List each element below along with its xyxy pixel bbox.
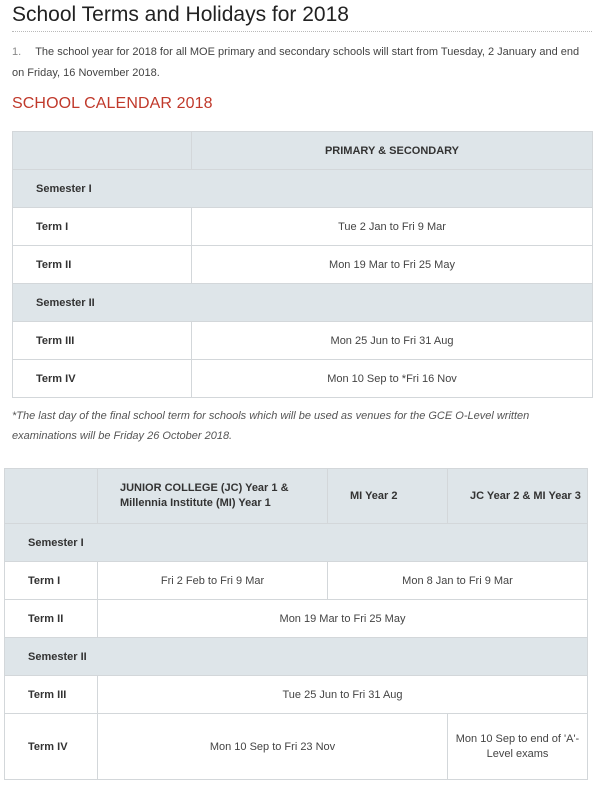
- term-dates: Fri 2 Feb to Fri 9 Mar: [98, 562, 328, 600]
- table-row: [5, 562, 588, 600]
- term-label: Term IV: [13, 360, 192, 398]
- term-label: Term II: [5, 600, 98, 638]
- term-dates: Mon 10 Sep to end of 'A'-Level exams: [448, 714, 588, 780]
- header-jc2-mi3: JC Year 2 & MI Year 3: [448, 469, 588, 524]
- term-label: Term I: [5, 562, 98, 600]
- header-mi2: MI Year 2: [328, 469, 448, 524]
- term-dates: Mon 10 Sep to *Fri 16 Nov: [192, 360, 593, 398]
- semester-row: [5, 638, 588, 676]
- term-dates: Mon 8 Jan to Fri 9 Mar: [328, 562, 588, 600]
- term-label: Term III: [5, 676, 98, 714]
- page-title: School Terms and Holidays for 2018: [12, 3, 349, 26]
- semester-1-label: Semester I: [5, 524, 588, 562]
- term-label: Term IV: [5, 714, 98, 780]
- title-divider: [12, 31, 592, 32]
- term-dates: Tue 2 Jan to Fri 9 Mar: [192, 208, 593, 246]
- term-label: Term I: [13, 208, 192, 246]
- term-dates: Mon 19 Mar to Fri 25 May: [98, 600, 588, 638]
- semester-1-label: Semester I: [13, 170, 593, 208]
- table-header-row: [13, 132, 593, 170]
- table-row: [13, 322, 593, 360]
- header-primary-secondary: PRIMARY & SECONDARY: [192, 132, 593, 170]
- header-jc1-mi1: JUNIOR COLLEGE (JC) Year 1 & Millennia Institute (MI) Year 1: [98, 469, 328, 524]
- intro-list-number: 1.: [12, 46, 22, 58]
- jc-mi-table: [4, 468, 588, 780]
- table-row: [5, 714, 588, 780]
- table-header-row: [5, 469, 588, 524]
- table-row: [13, 246, 593, 284]
- intro-paragraph: [12, 42, 592, 84]
- header-empty-cell: [5, 469, 98, 524]
- table-row: [13, 208, 593, 246]
- term-dates: Mon 25 Jun to Fri 31 Aug: [192, 322, 593, 360]
- term-dates: Mon 19 Mar to Fri 25 May: [192, 246, 593, 284]
- term-dates: Tue 25 Jun to Fri 31 Aug: [98, 676, 588, 714]
- term-dates: Mon 10 Sep to Fri 23 Nov: [98, 714, 448, 780]
- term-label: Term II: [13, 246, 192, 284]
- table-row: [5, 600, 588, 638]
- table-row: [5, 676, 588, 714]
- semester-row: [5, 524, 588, 562]
- semester-row: [13, 284, 593, 322]
- intro-text: The school year for 2018 for all MOE primary and secondary schools will start from Tuesday, 2 January and end on Friday, 16 November 2018.: [12, 46, 580, 79]
- primary-secondary-table: [12, 131, 593, 398]
- footnote: *The last day of the final school term for schools which will be used as venues for the GCE O-Level written examinations will be Friday 26 October 2018.: [12, 410, 530, 442]
- semester-2-label: Semester II: [13, 284, 593, 322]
- table-row: [13, 360, 593, 398]
- semester-2-label: Semester II: [5, 638, 588, 676]
- header-empty-cell: [13, 132, 192, 170]
- calendar-heading: SCHOOL CALENDAR 2018: [12, 95, 213, 112]
- term-label: Term III: [13, 322, 192, 360]
- semester-row: [13, 170, 593, 208]
